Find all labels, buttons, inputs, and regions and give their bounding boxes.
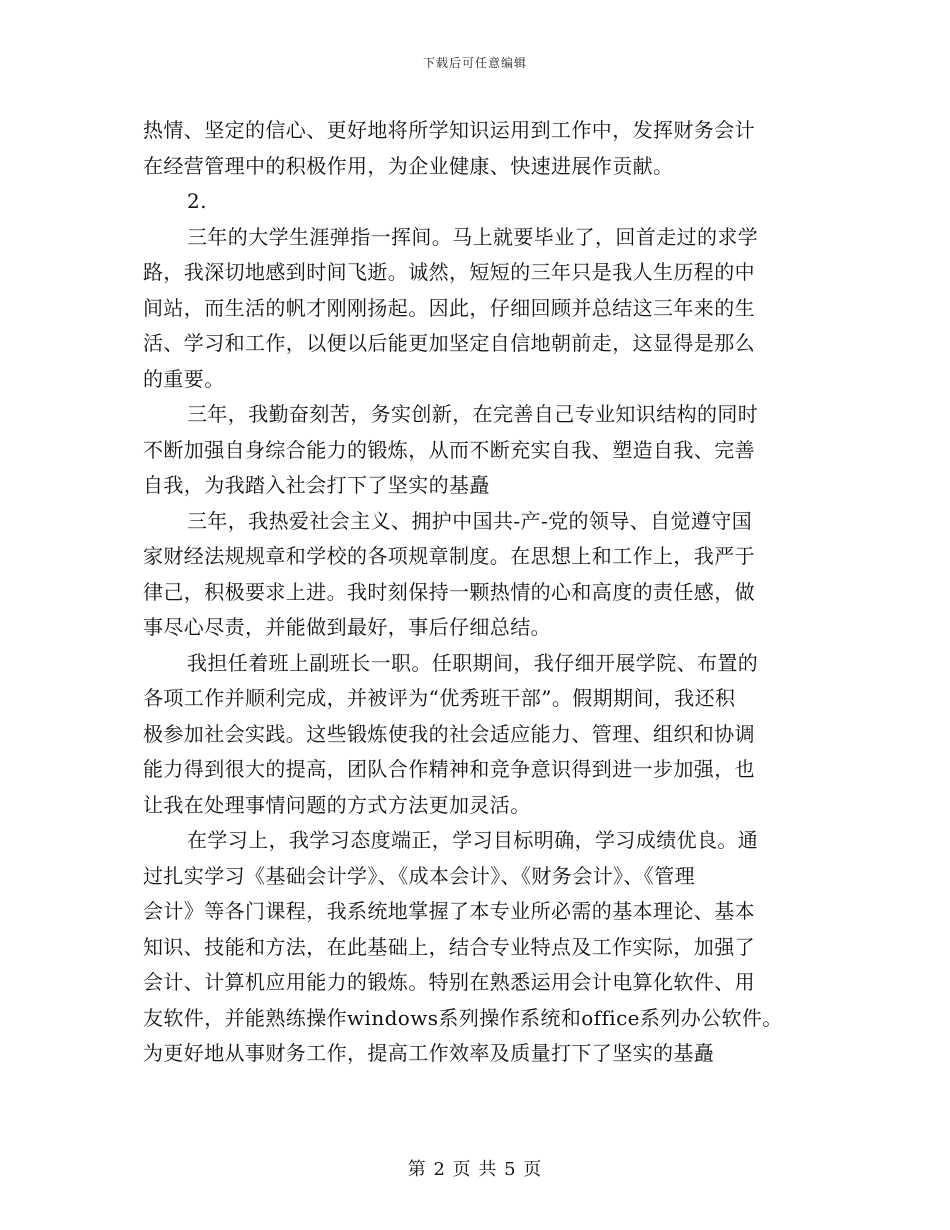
text-line: 能力得到很大的提高，团队合作精神和竞争意识得到进一步加强，也 — [143, 757, 755, 781]
text-line: 活、学习和工作，以便以后能更加坚定自信地朝前走，这显得是那么 — [143, 331, 755, 355]
text-line: 律己，积极要求上进。我时刻保持一颗热情的心和高度的责任感，做 — [143, 579, 755, 604]
text-line: 热情、坚定的信心、更好地将所学知识运用到工作中，发挥财务会计 — [143, 118, 755, 142]
paragraph-first-line: 三年，我勤奋刻苦，务实创新，在完善自己专业知识结构的同时 — [187, 402, 759, 426]
text-line: 事尽心尽责，并能做到最好，事后仔细总结。 — [143, 615, 551, 639]
text-line: 会计、计算机应用能力的锻炼。特别在熟悉运用会计电算化软件、用 — [143, 970, 755, 994]
paragraph-first-line: 三年的大学生涯弹指一挥间。马上就要毕业了，回首走过的求学 — [187, 224, 759, 249]
paragraph-first-line: 我担任着班上副班长一职。任职期间，我仔细开展学院、布置的 — [187, 650, 759, 675]
text-line: 知识、技能和方法，在此基础上，结合专业特点及工作实际，加强了 — [143, 934, 755, 959]
section-number: 2. — [187, 189, 207, 213]
text-line: 极参加社会实践。这些锻炼使我的社会适应能力、管理、组织和协调 — [143, 721, 755, 746]
text-line: 不断加强自身综合能力的锻炼，从而不断充实自我、塑造自我、完善 — [143, 437, 755, 462]
text-line: 家财经法规规章和学校的各项规章制度。在思想上和工作上，我严于 — [143, 544, 755, 568]
text-line: 为更好地从事财务工作，提高工作效率及质量打下了坚实的基矗 — [143, 1041, 715, 1065]
paragraph-first-line: 三年，我热爱社会主义、拥护中国共-产-党的领导、自觉遵守国 — [187, 508, 753, 533]
text-line: 让我在处理事情问题的方式方法更加灵活。 — [143, 792, 531, 817]
text-line: 会计》等各门课程，我系统地掌握了本专业所必需的基本理论、基本 — [143, 899, 755, 923]
page-number-footer: 第 2 页 共 5 页 — [407, 1159, 543, 1180]
text-line: 在经营管理中的积极作用，为企业健康、快速进展作贡献。 — [143, 153, 674, 178]
text-line: 的重要。 — [143, 366, 225, 391]
paragraph-first-line: 在学习上，我学习态度端正，学习目标明确，学习成绩优良。通 — [187, 828, 759, 852]
document-body — [143, 113, 815, 1072]
text-line: 路，我深切地感到时间飞逝。诚然，短短的三年只是我人生历程的中 — [143, 260, 755, 284]
text-line: 间站，而生活的帆才刚刚扬起。因此，仔细回顾并总结这三年来的生 — [143, 295, 755, 320]
text-line: 友软件，并能熟练操作windows系列操作系统和office系列办公软件。 — [143, 1005, 783, 1030]
page-header: 下载后可任意编辑 — [422, 56, 527, 70]
text-line: 过扎实学习《基础会计学》、《成本会计》、《财务会计》、《管理 — [143, 863, 695, 888]
text-line: 自我，为我踏入社会打下了坚实的基矗 — [143, 473, 490, 497]
text-line: 各项工作并顺利完成，并被评为“优秀班干部”。假期期间，我还积 — [143, 686, 736, 710]
